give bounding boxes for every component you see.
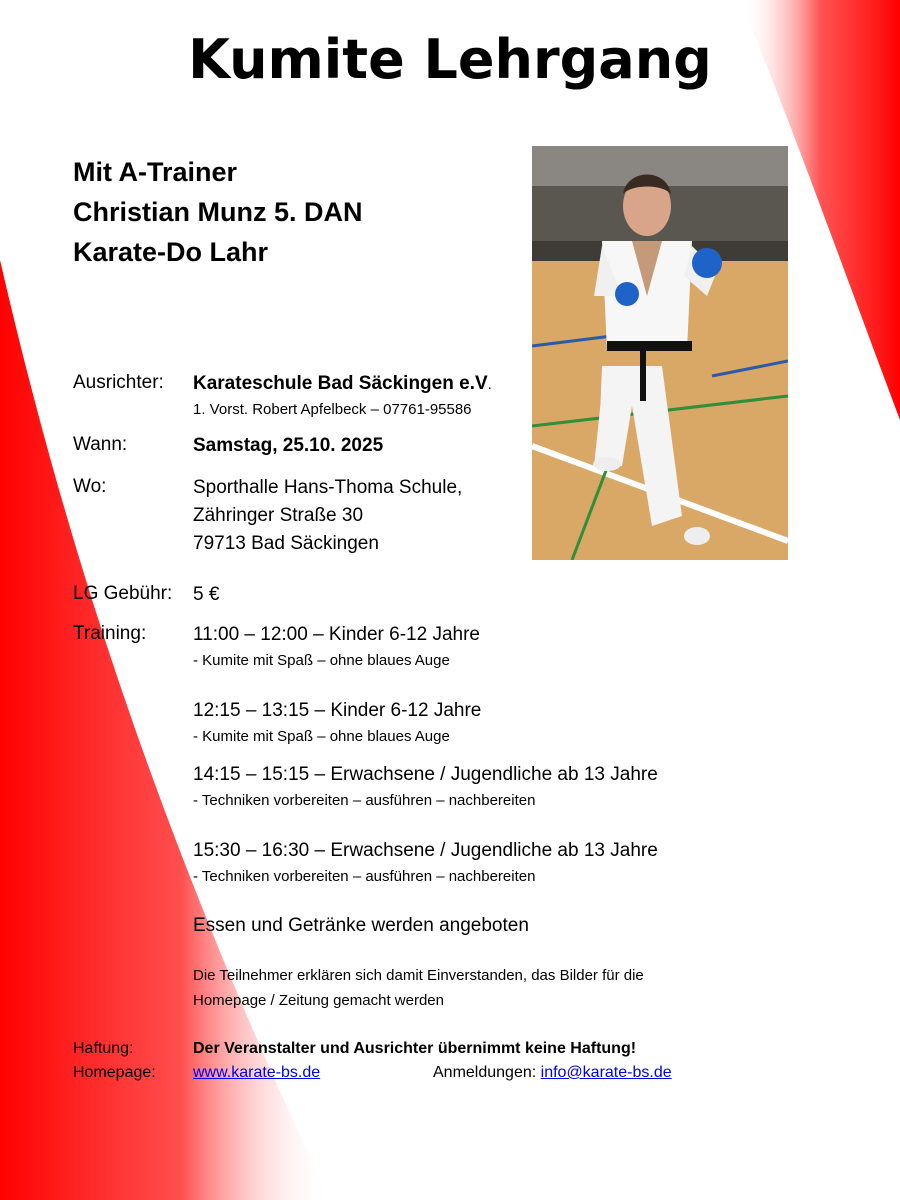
food-note: Essen und Getränke werden angeboten (193, 915, 529, 936)
session-desc: - Techniken vorbereiten – ausführen – nachbereiten (193, 792, 536, 809)
consent-line-2: Homepage / Zeitung gemacht werden (193, 992, 444, 1009)
trainer-block (73, 152, 363, 272)
session-desc: - Kumite mit Spaß – ohne blaues Auge (193, 728, 450, 745)
session-desc: - Techniken vorbereiten – ausführen – nachbereiten (193, 868, 536, 885)
registration-label: Anmeldungen: (433, 1064, 537, 1081)
session-time: 15:30 – 16:30 – Erwachsene / Jugendliche ab 13 Jahre (193, 840, 658, 861)
session-time: 12:15 – 13:15 – Kinder 6-12 Jahre (193, 700, 482, 721)
where-line-2: Zähringer Straße 30 (193, 505, 364, 526)
training-label: Training: (73, 623, 147, 644)
homepage-link[interactable]: www.karate-bs.de (193, 1064, 321, 1081)
where-line-1: Sporthalle Hans-Thoma Schule, (193, 477, 463, 498)
organizer-name: Karateschule Bad Säckingen e.V (193, 373, 488, 394)
where-value (193, 474, 462, 558)
session-desc: - Kumite mit Spaß – ohne blaues Auge (193, 652, 450, 669)
fee-label: LG Gebühr: (73, 583, 173, 604)
registration-email-link[interactable]: info@karate-bs.de (540, 1064, 672, 1081)
liability-label: Haftung: (73, 1040, 134, 1057)
trainer-line-3: Karate-Do Lahr (73, 237, 269, 267)
when-label: Wann: (73, 434, 128, 455)
consent-note (193, 963, 644, 1013)
training-session-3 (193, 761, 658, 813)
homepage-label: Homepage: (73, 1064, 156, 1081)
liability-value: Der Veranstalter und Ausrichter übernimmt keine Haftung! (193, 1040, 637, 1057)
where-line-3: 79713 Bad Säckingen (193, 533, 379, 554)
organizer-name-suffix: . (487, 376, 492, 393)
consent-line-1: Die Teilnehmer erklären sich damit Einverstanden, das Bilder für die (193, 967, 644, 984)
page-title: Kumite Lehrgang (188, 28, 712, 91)
training-session-2 (193, 697, 481, 749)
where-label: Wo: (73, 476, 107, 497)
trainer-photo (532, 146, 788, 560)
when-value: Samstag, 25.10. 2025 (193, 435, 384, 456)
organizer-value (193, 370, 492, 422)
organizer-label: Ausrichter: (73, 372, 164, 393)
trainer-line-2: Christian Munz 5. DAN (73, 197, 363, 227)
trainer-line-1: Mit A-Trainer (73, 157, 238, 187)
training-session-4 (193, 837, 658, 889)
session-time: 11:00 – 12:00 – Kinder 6-12 Jahre (193, 624, 480, 645)
session-time: 14:15 – 15:15 – Erwachsene / Jugendliche ab 13 Jahre (193, 764, 658, 785)
organizer-contact: 1. Vorst. Robert Apfelbeck – 07761-95586 (193, 401, 472, 418)
training-session-1 (193, 621, 480, 673)
registration-block (433, 1061, 672, 1085)
fee-value: 5 € (193, 584, 220, 605)
